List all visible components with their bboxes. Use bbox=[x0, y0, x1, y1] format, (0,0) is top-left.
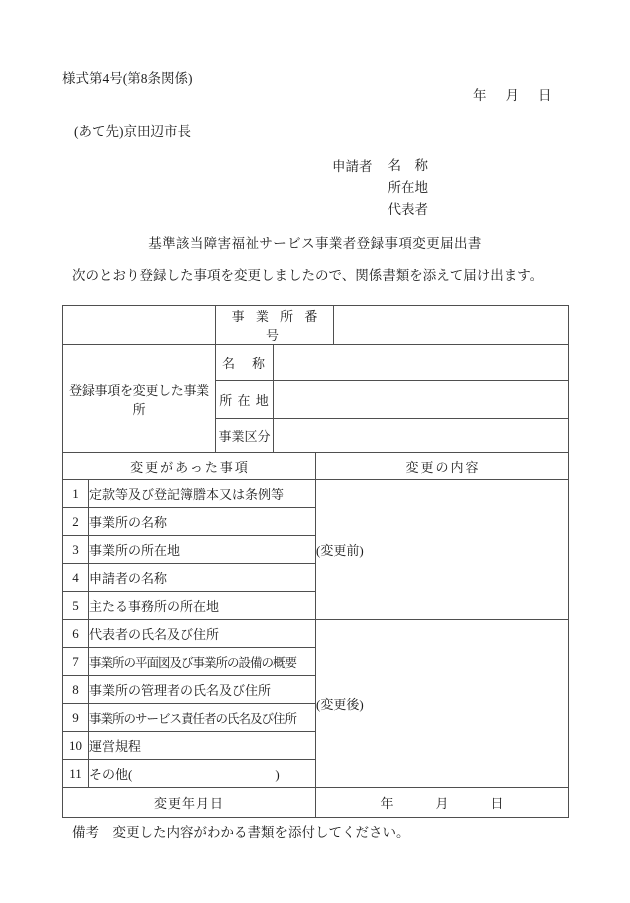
item-label: 運営規程 bbox=[89, 732, 316, 760]
item-number: 1 bbox=[63, 480, 89, 508]
office-number-row bbox=[63, 306, 569, 345]
applicant-label: 申請者 bbox=[332, 159, 373, 174]
office-address-label: 所 在 地 bbox=[216, 381, 274, 419]
applicant-block bbox=[332, 155, 428, 221]
item-label: その他( ) bbox=[89, 760, 316, 788]
change-date-row bbox=[63, 788, 569, 818]
change-date-month-label: 月 bbox=[435, 796, 449, 811]
item-number: 7 bbox=[63, 648, 89, 676]
change-content-header: 変更の内容 bbox=[316, 453, 569, 480]
addressee: (あて先)京田辺市長 bbox=[74, 124, 191, 139]
change-after-field: (変更後) bbox=[316, 620, 569, 788]
change-before-field: (変更前) bbox=[316, 480, 569, 620]
item-number: 10 bbox=[63, 732, 89, 760]
change-date-day-label: 日 bbox=[490, 796, 504, 811]
change-item-row bbox=[63, 480, 569, 508]
item-number: 5 bbox=[63, 592, 89, 620]
change-date-year-label: 年 bbox=[380, 796, 394, 811]
item-label: 事業所の名称 bbox=[89, 508, 316, 536]
date-month-label: 月 bbox=[505, 88, 519, 103]
spacer-cell bbox=[63, 306, 216, 345]
intro-text: 次のとおり登録した事項を変更しましたので、関係書類を添えて届け出ます。 bbox=[72, 268, 544, 283]
item-number: 11 bbox=[63, 760, 89, 788]
office-category-field bbox=[274, 419, 569, 453]
item-number: 9 bbox=[63, 704, 89, 732]
item-label: 事業所の管理者の氏名及び住所 bbox=[89, 676, 316, 704]
date-year-label: 年 bbox=[473, 88, 487, 103]
changed-items-header: 変更があった事項 bbox=[63, 453, 316, 480]
form-number: 様式第4号(第8条関係) bbox=[62, 71, 193, 86]
item-label: 事業所の所在地 bbox=[89, 536, 316, 564]
applicant-address-label: 所在地 bbox=[387, 180, 428, 195]
applicant-representative-label: 代表者 bbox=[387, 202, 428, 217]
item-label: 申請者の名称 bbox=[89, 564, 316, 592]
applicant-name-label: 名 称 bbox=[387, 158, 428, 173]
office-address-field bbox=[274, 381, 569, 419]
change-date-label: 変更年月日 bbox=[63, 788, 316, 818]
date-line bbox=[473, 84, 552, 104]
office-category-label: 事業区分 bbox=[216, 419, 274, 453]
item-number: 3 bbox=[63, 536, 89, 564]
office-name-field bbox=[274, 345, 569, 381]
item-label: 事業所の平面図及び事業所の設備の概要 bbox=[89, 648, 316, 676]
item-number: 8 bbox=[63, 676, 89, 704]
item-number: 2 bbox=[63, 508, 89, 536]
date-day-label: 日 bbox=[538, 88, 552, 103]
changes-header-row bbox=[63, 453, 569, 480]
document-title: 基準該当障害福祉サービス事業者登録事項変更届出書 bbox=[148, 236, 482, 251]
item-number: 6 bbox=[63, 620, 89, 648]
item-label: 定款等及び登記簿謄本又は条例等 bbox=[89, 480, 316, 508]
item-label: 事業所のサービス責任者の氏名及び住所 bbox=[89, 704, 316, 732]
office-name-label: 名 称 bbox=[216, 345, 274, 381]
form-table bbox=[62, 305, 569, 818]
note: 備考 変更した内容がわかる書類を添付してください。 bbox=[72, 825, 410, 840]
item-number: 4 bbox=[63, 564, 89, 592]
change-item-row bbox=[63, 620, 569, 648]
item-label: 代表者の氏名及び住所 bbox=[89, 620, 316, 648]
office-name-row bbox=[63, 345, 569, 381]
office-group-label: 登録事項を変更した事業所 bbox=[63, 345, 216, 453]
item-label: 主たる事務所の所在地 bbox=[89, 592, 316, 620]
change-date-field bbox=[316, 788, 569, 818]
office-number-field bbox=[334, 306, 569, 345]
office-number-label: 事 業 所 番 号 bbox=[216, 306, 334, 345]
